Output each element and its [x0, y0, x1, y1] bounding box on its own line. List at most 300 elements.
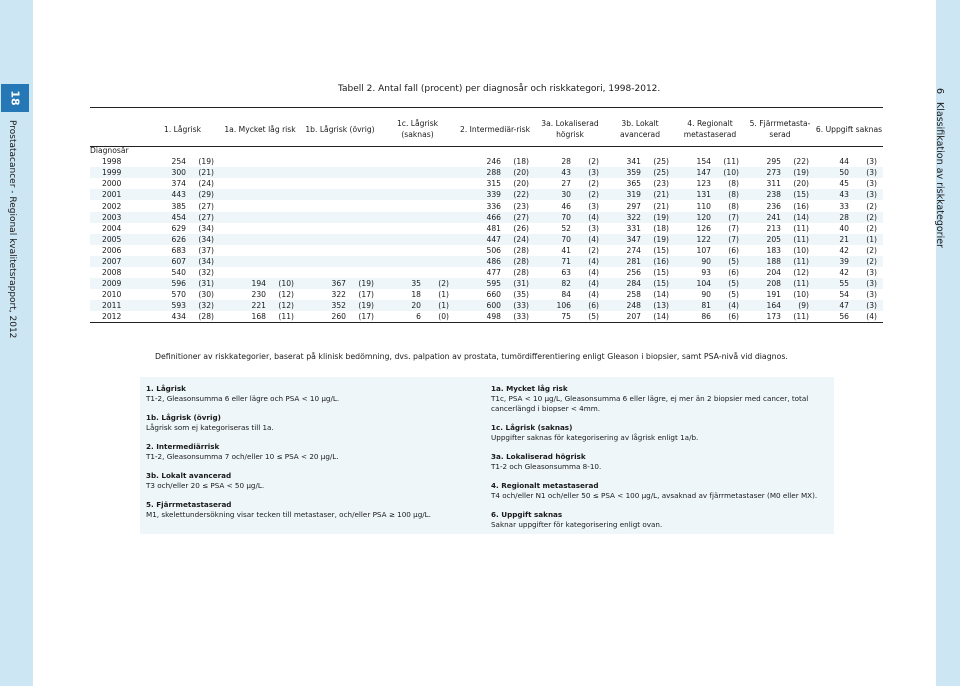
count-cell: [380, 167, 455, 178]
percent-value: (19): [358, 279, 374, 289]
legend-entry-title: 1b. Lågrisk (övrig): [146, 413, 221, 422]
count-value: 331: [626, 223, 641, 233]
percent-value: (1): [438, 290, 449, 300]
count-cell: [675, 245, 745, 256]
year-cell: 2012: [102, 312, 122, 322]
count-value: 81: [701, 301, 711, 311]
count-cell: [675, 200, 745, 211]
count-cell: [535, 223, 605, 234]
count-cell: [535, 300, 605, 311]
legend-entry-text: T1-2, Gleasonsumma 7 och/eller 10 ≤ PSA < 20 µg/L.: [146, 452, 339, 461]
table-row: [90, 223, 883, 234]
column-header: 1. Lågrisk: [164, 124, 201, 134]
percent-value: (33): [513, 301, 529, 311]
percent-value: (37): [198, 245, 214, 255]
percent-value: (26): [513, 223, 529, 233]
count-value: 540: [171, 268, 186, 278]
risk-category-legend: [140, 377, 834, 534]
legend-entry-text: Uppgifter saknas för kategorisering av lågrisk enligt 1a/b.: [491, 433, 699, 442]
count-cell: [675, 256, 745, 267]
year-cell: 2001: [90, 189, 145, 200]
count-value: 191: [766, 290, 781, 300]
percent-value: (3): [866, 190, 877, 200]
percent-value: (22): [793, 157, 809, 167]
count-value: 27: [561, 179, 571, 189]
legend-entry: [146, 500, 476, 520]
count-value: 367: [331, 279, 346, 289]
count-value: 18: [411, 290, 421, 300]
count-value: 71: [561, 256, 571, 266]
count-cell: [745, 267, 815, 278]
count-cell: [145, 178, 220, 189]
count-value: 281: [626, 256, 641, 266]
count-value: 595: [486, 279, 501, 289]
count-cell: [675, 234, 745, 245]
percent-value: (16): [653, 256, 669, 266]
percent-value: (11): [278, 312, 294, 322]
percent-value: (35): [513, 290, 529, 300]
column-header: 1a. Mycket låg risk: [224, 124, 296, 134]
percent-value: (11): [793, 279, 809, 289]
table-row: [90, 300, 883, 311]
count-value: 322: [626, 212, 641, 222]
count-cell: [745, 311, 815, 322]
legend-entry-title: 2. Intermediärrisk: [146, 442, 220, 451]
page-number-badge: [1, 84, 29, 112]
count-cell: [220, 300, 300, 311]
percent-value: (19): [358, 301, 374, 311]
percent-value: (27): [198, 212, 214, 222]
count-cell: [300, 289, 380, 300]
count-cell: [220, 223, 300, 234]
percent-value: (11): [793, 256, 809, 266]
percent-value: (4): [588, 234, 599, 244]
percent-value: (11): [723, 157, 739, 167]
count-cell: [145, 200, 220, 211]
count-value: 466: [486, 212, 501, 222]
count-value: 50: [839, 168, 849, 178]
count-value: 274: [626, 245, 641, 255]
percent-value: (6): [588, 301, 599, 311]
count-cell: [605, 212, 675, 223]
count-cell: [675, 156, 745, 167]
count-value: 63: [561, 268, 571, 278]
percent-value: (15): [653, 279, 669, 289]
count-cell: [535, 212, 605, 223]
percent-value: (7): [728, 223, 739, 233]
count-cell: [745, 212, 815, 223]
count-value: 90: [701, 256, 711, 266]
count-value: 241: [766, 212, 781, 222]
percent-value: (3): [588, 223, 599, 233]
percent-value: (20): [513, 168, 529, 178]
count-cell: [455, 200, 535, 211]
count-value: 288: [486, 168, 501, 178]
percent-value: (10): [723, 168, 739, 178]
percent-value: (3): [866, 290, 877, 300]
count-cell: [745, 300, 815, 311]
count-cell: [455, 189, 535, 200]
count-value: 365: [626, 179, 641, 189]
percent-value: (28): [513, 245, 529, 255]
count-cell: [745, 156, 815, 167]
count-value: 238: [766, 190, 781, 200]
legend-entry: [491, 510, 831, 530]
percent-value: (23): [653, 179, 669, 189]
year-cell: 2002: [102, 201, 122, 211]
count-cell: [145, 256, 220, 267]
count-cell: [745, 278, 815, 289]
table-row: [90, 167, 883, 178]
count-value: 205: [766, 234, 781, 244]
count-cell: [745, 167, 815, 178]
count-value: 260: [331, 312, 346, 322]
legend-entry: [146, 413, 476, 433]
count-cell: [455, 256, 535, 267]
count-cell: [380, 278, 455, 289]
count-cell: [220, 189, 300, 200]
count-value: 104: [696, 279, 711, 289]
count-cell: [145, 245, 220, 256]
table-row: [90, 245, 883, 256]
count-cell: [815, 300, 883, 311]
count-value: 207: [626, 312, 641, 322]
count-value: 54: [839, 290, 849, 300]
count-value: 168: [251, 312, 266, 322]
count-cell: [605, 300, 675, 311]
table-caption: Tabell 2. Antal fall (procent) per diagnosår och riskkategori, 1998-2012.: [338, 84, 661, 94]
percent-value: (10): [793, 245, 809, 255]
count-cell: [220, 245, 300, 256]
count-cell: [815, 223, 883, 234]
count-cell: [535, 234, 605, 245]
percent-value: (4): [588, 290, 599, 300]
count-value: 204: [766, 268, 781, 278]
chapter-number: 6: [934, 88, 945, 95]
count-cell: [605, 245, 675, 256]
legend-entry: [491, 423, 831, 443]
count-value: 374: [171, 179, 186, 189]
count-cell: [220, 156, 300, 167]
percent-value: (3): [588, 201, 599, 211]
count-cell: [145, 278, 220, 289]
percent-value: (20): [793, 179, 809, 189]
count-cell: [605, 311, 675, 322]
legend-entry: [491, 481, 831, 501]
count-cell: [745, 289, 815, 300]
count-cell: [145, 267, 220, 278]
count-value: 42: [839, 245, 849, 255]
count-value: 6: [416, 312, 421, 322]
count-cell: [300, 200, 380, 211]
count-value: 295: [766, 157, 781, 167]
count-value: 352: [331, 301, 346, 311]
count-value: 629: [171, 223, 186, 233]
count-cell: [745, 234, 815, 245]
percent-value: (8): [728, 179, 739, 189]
percent-value: (7): [728, 234, 739, 244]
percent-value: (11): [793, 234, 809, 244]
year-cell: 2009: [90, 278, 145, 289]
percent-value: (5): [728, 290, 739, 300]
legend-left-column: [146, 384, 476, 529]
count-cell: [220, 200, 300, 211]
count-value: 56: [839, 312, 849, 322]
count-cell: [220, 178, 300, 189]
percent-value: (2): [866, 201, 877, 211]
percent-value: (7): [728, 212, 739, 222]
count-value: 75: [561, 312, 571, 322]
count-cell: [455, 212, 535, 223]
column-header: 3b. Lokalt avancerad: [619, 119, 661, 139]
count-value: 21: [839, 234, 849, 244]
count-value: 498: [486, 312, 501, 322]
percent-value: (3): [866, 157, 877, 167]
percent-value: (17): [358, 312, 374, 322]
percent-value: (19): [198, 157, 214, 167]
count-value: 447: [486, 234, 501, 244]
year-cell: 2011: [90, 300, 145, 311]
column-header: 1b. Lågrisk (övrig): [305, 124, 375, 134]
year-cell: 1999: [90, 167, 145, 178]
count-cell: [605, 167, 675, 178]
table-row: [90, 200, 883, 211]
count-value: 236: [766, 201, 781, 211]
table-row: [90, 156, 883, 167]
count-cell: [675, 167, 745, 178]
count-value: 106: [556, 301, 571, 311]
percent-value: (13): [653, 301, 669, 311]
count-value: 481: [486, 223, 501, 233]
count-cell: [605, 178, 675, 189]
count-cell: [675, 278, 745, 289]
percent-value: (32): [198, 268, 214, 278]
count-cell: [815, 245, 883, 256]
chapter-title: Klassifikation av riskkategorier: [934, 102, 945, 248]
count-cell: [300, 245, 380, 256]
count-cell: [380, 189, 455, 200]
count-cell: [380, 234, 455, 245]
percent-value: (28): [513, 268, 529, 278]
count-cell: [815, 267, 883, 278]
legend-entry: [146, 384, 476, 404]
percent-value: (12): [278, 301, 294, 311]
percent-value: (0): [438, 312, 449, 322]
count-cell: [815, 256, 883, 267]
count-cell: [605, 156, 675, 167]
legend-entry: [491, 452, 831, 472]
percent-value: (23): [513, 201, 529, 211]
count-value: 44: [839, 157, 849, 167]
legend-entry-title: 6. Uppgift saknas: [491, 510, 563, 519]
count-value: 341: [626, 157, 641, 167]
table-row: [90, 311, 883, 322]
percent-value: (4): [866, 312, 877, 322]
legend-entry-title: 4. Regionalt metastaserad: [491, 481, 599, 490]
count-value: 194: [251, 279, 266, 289]
table-row: [90, 234, 883, 245]
year-cell: 2000: [102, 179, 122, 189]
count-cell: [300, 311, 380, 322]
count-cell: [745, 223, 815, 234]
count-value: 254: [171, 157, 186, 167]
count-cell: [300, 267, 380, 278]
count-cell: [380, 300, 455, 311]
legend-entry: [491, 384, 831, 414]
legend-entry-text: T4 och/eller N1 och/eller 50 ≤ PSA < 100 µg/L, avsaknad av fjärrmetastaser (M0 eller MX).: [491, 491, 818, 500]
count-cell: [675, 311, 745, 322]
count-cell: [535, 245, 605, 256]
count-value: 45: [839, 179, 849, 189]
count-cell: [675, 223, 745, 234]
count-cell: [815, 200, 883, 211]
count-cell: [815, 278, 883, 289]
percent-value: (11): [793, 312, 809, 322]
percent-value: (18): [513, 157, 529, 167]
count-value: 319: [626, 190, 641, 200]
count-value: 683: [171, 245, 186, 255]
table-row: [90, 178, 883, 189]
count-value: 43: [839, 190, 849, 200]
percent-value: (14): [653, 290, 669, 300]
count-value: 43: [561, 168, 571, 178]
count-cell: [145, 167, 220, 178]
count-cell: [300, 234, 380, 245]
year-cell: 2008: [102, 268, 122, 278]
count-cell: [815, 289, 883, 300]
percent-value: (2): [588, 179, 599, 189]
count-cell: [605, 267, 675, 278]
percent-value: (2): [588, 245, 599, 255]
count-value: 90: [701, 290, 711, 300]
count-value: 147: [696, 168, 711, 178]
count-cell: [220, 278, 300, 289]
count-cell: [455, 267, 535, 278]
count-cell: [220, 289, 300, 300]
percent-value: (16): [793, 201, 809, 211]
count-value: 123: [696, 179, 711, 189]
legend-entry-text: M1, skelettundersökning visar tecken till metastaser, och/eller PSA ≥ 100 µg/L.: [146, 510, 431, 519]
count-cell: [145, 212, 220, 223]
percent-value: (25): [653, 168, 669, 178]
count-cell: [145, 223, 220, 234]
row-header-label: Diagnosår: [90, 146, 129, 156]
percent-value: (2): [866, 245, 877, 255]
count-value: 154: [696, 157, 711, 167]
count-cell: [605, 256, 675, 267]
percent-value: (2): [588, 157, 599, 167]
count-value: 82: [561, 279, 571, 289]
percent-value: (2): [866, 256, 877, 266]
column-header: 1c. Lågrisk (saknas): [396, 119, 439, 139]
legend-entry-text: T3 och/eller 20 ≤ PSA < 50 µg/L.: [146, 481, 265, 490]
count-value: 110: [696, 201, 711, 211]
count-cell: [815, 212, 883, 223]
count-cell: [380, 212, 455, 223]
table-top-rule: [90, 107, 883, 108]
count-value: 359: [626, 168, 641, 178]
legend-right-column: [491, 384, 831, 539]
percent-value: (2): [866, 212, 877, 222]
count-value: 256: [626, 268, 641, 278]
count-value: 42: [839, 268, 849, 278]
legend-entry-text: Saknar uppgifter för kategorisering enligt ovan.: [491, 520, 663, 529]
percent-value: (14): [793, 212, 809, 222]
count-value: 46: [561, 201, 571, 211]
count-cell: [145, 289, 220, 300]
count-value: 339: [486, 190, 501, 200]
count-value: 208: [766, 279, 781, 289]
percent-value: (10): [793, 290, 809, 300]
header-blank: [90, 113, 145, 145]
percent-value: (3): [866, 179, 877, 189]
count-cell: [675, 189, 745, 200]
count-cell: [535, 156, 605, 167]
count-value: 33: [839, 201, 849, 211]
count-value: 297: [626, 201, 641, 211]
percent-value: (24): [513, 234, 529, 244]
count-value: 311: [766, 179, 781, 189]
count-cell: [745, 178, 815, 189]
count-cell: [300, 212, 380, 223]
percent-value: (30): [198, 290, 214, 300]
count-cell: [815, 189, 883, 200]
count-cell: [380, 311, 455, 322]
count-cell: [145, 234, 220, 245]
legend-entry-title: 1a. Mycket låg risk: [491, 384, 568, 393]
count-value: 126: [696, 223, 711, 233]
legend-entry: [146, 471, 476, 491]
count-value: 258: [626, 290, 641, 300]
count-cell: [220, 212, 300, 223]
count-value: 164: [766, 301, 781, 311]
count-cell: [380, 223, 455, 234]
count-cell: [220, 267, 300, 278]
count-value: 55: [839, 279, 849, 289]
year-cell: 2007: [90, 256, 145, 267]
year-cell: 2010: [102, 290, 122, 300]
count-cell: [380, 267, 455, 278]
count-cell: [535, 178, 605, 189]
percent-value: (2): [588, 190, 599, 200]
count-cell: [300, 178, 380, 189]
count-value: 93: [701, 268, 711, 278]
count-value: 570: [171, 290, 186, 300]
year-cell: 2004: [102, 223, 122, 233]
percent-value: (19): [653, 212, 669, 222]
count-value: 454: [171, 212, 186, 222]
count-cell: [220, 256, 300, 267]
count-cell: [815, 178, 883, 189]
count-cell: [300, 300, 380, 311]
count-cell: [815, 156, 883, 167]
page-number: 18: [8, 90, 22, 106]
count-value: 385: [171, 201, 186, 211]
percent-value: (2): [438, 279, 449, 289]
count-cell: [380, 200, 455, 211]
count-value: 47: [839, 301, 849, 311]
percent-value: (32): [198, 301, 214, 311]
count-value: 246: [486, 157, 501, 167]
percent-value: (12): [793, 268, 809, 278]
count-cell: [605, 200, 675, 211]
percent-value: (2): [866, 223, 877, 233]
count-cell: [455, 234, 535, 245]
percent-value: (12): [278, 290, 294, 300]
column-header: 5. Fjärrmetasta-serad: [749, 119, 811, 139]
legend-entry-title: 3a. Lokaliserad högrisk: [491, 452, 586, 461]
percent-value: (25): [653, 157, 669, 167]
